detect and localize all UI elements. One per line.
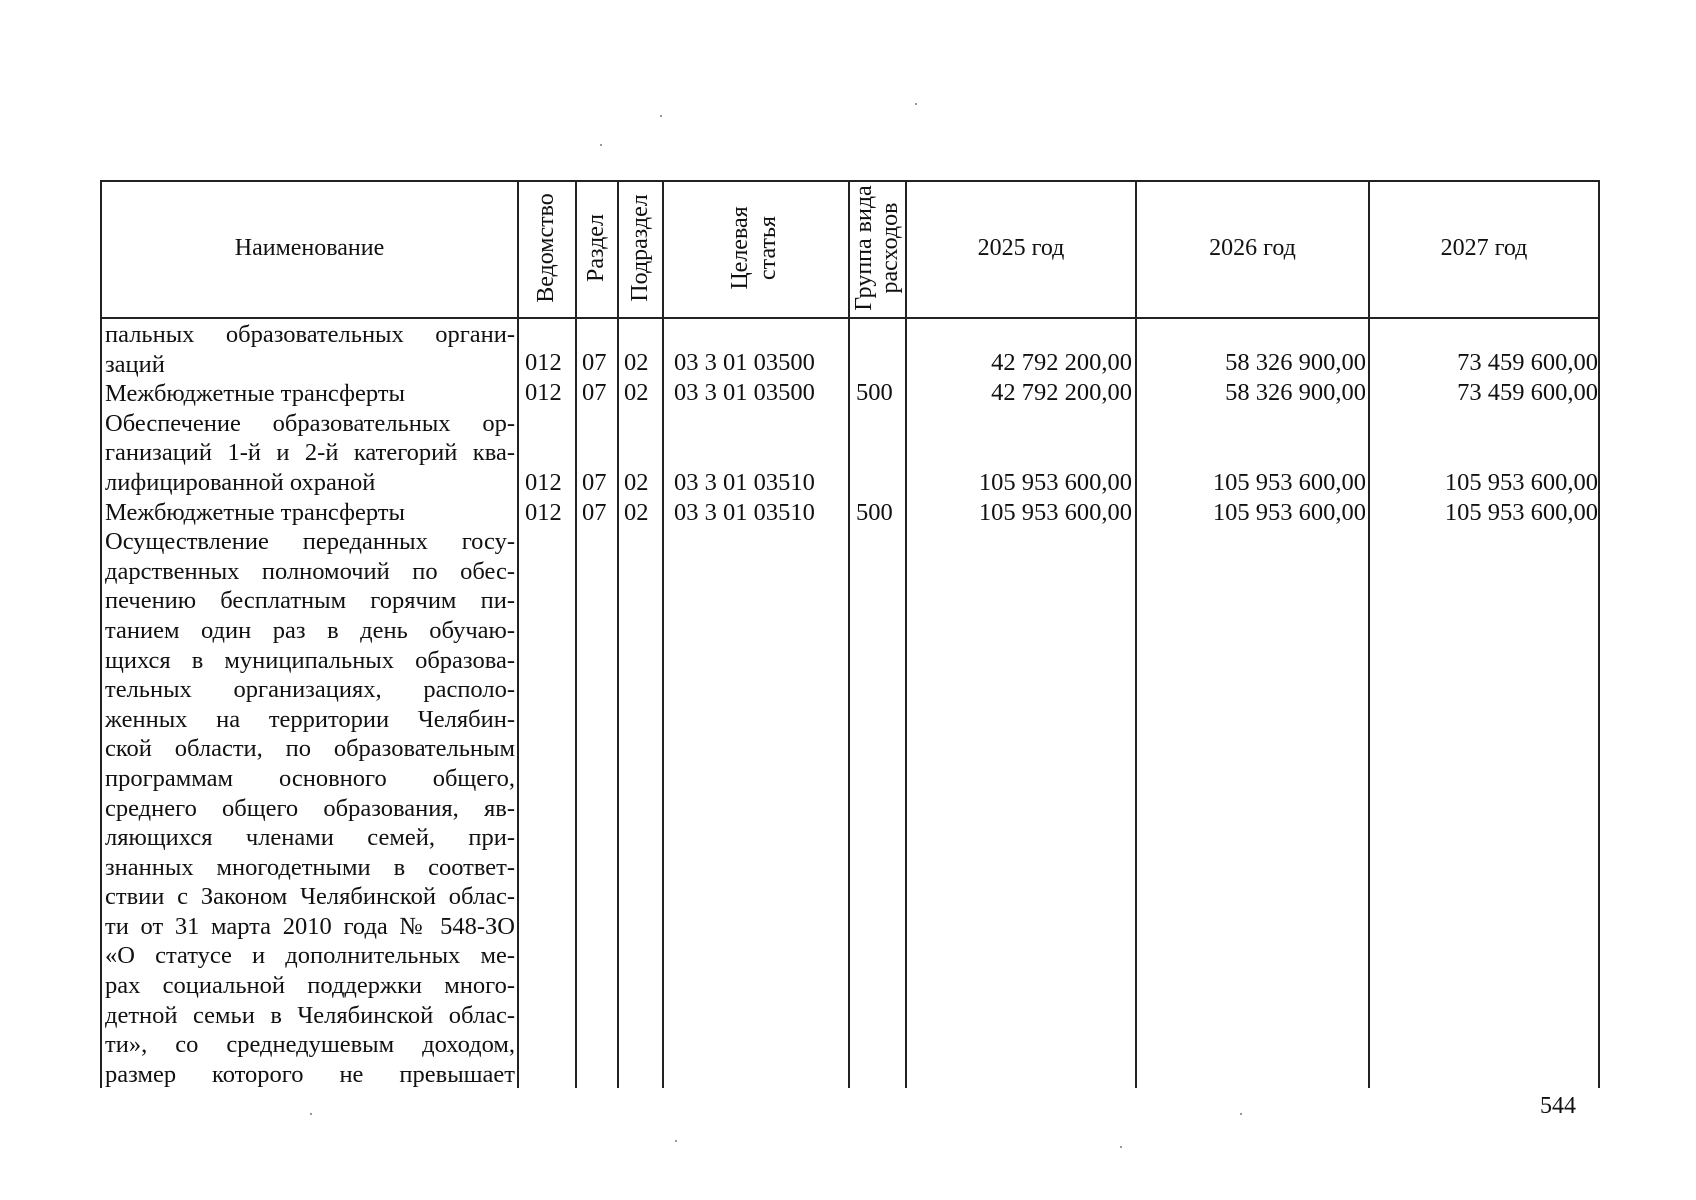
- header-2027: 2027 год: [1440, 235, 1528, 261]
- cell-2026: 58 326 900,00: [1225, 379, 1366, 406]
- name-line: лифицированной охраной: [105, 468, 376, 496]
- name-line: ствии с Законом Челябинской облас-: [105, 883, 515, 911]
- header-tselevaya-line1: Целевая: [727, 206, 753, 290]
- name-line: заций: [105, 350, 165, 378]
- scan-speck: [660, 115, 662, 117]
- name-line: ганизаций 1-й и 2-й категорий ква-: [105, 439, 515, 467]
- cell-2026: 105 953 600,00: [1212, 499, 1366, 526]
- cell-razdel: 07: [582, 469, 607, 496]
- name-line: ти от 31 марта 2010 года № 548-ЗО: [105, 912, 515, 940]
- header-vedomstvo: Ведомство: [533, 193, 559, 303]
- cell-tselevaya: 03 3 01 03510: [674, 469, 815, 496]
- name-column: [105, 320, 515, 1089]
- name-line: дарственных полномочий по обес-: [105, 557, 515, 585]
- name-line: ти», со среднедушевым доходом,: [105, 1031, 515, 1059]
- cell-podrazdel: 02: [624, 469, 649, 496]
- name-line: Осуществление переданных госу-: [105, 528, 515, 556]
- scan-speck: [675, 1140, 677, 1142]
- name-line: ляющихся членами семей, при-: [105, 824, 515, 852]
- page-number: 544: [1540, 1093, 1576, 1119]
- scan-speck: [600, 144, 602, 146]
- name-line: Межбюджетные трансферты: [105, 498, 405, 526]
- cell-razdel: 07: [582, 499, 607, 526]
- name-line: Обеспечение образовательных ор-: [105, 409, 515, 437]
- header-podrazdel: Подраздел: [627, 194, 653, 302]
- cell-tselevaya: 03 3 01 03500: [674, 379, 815, 406]
- name-line: щихся в муниципальных образова-: [105, 646, 515, 674]
- cell-2025: 105 953 600,00: [978, 469, 1132, 496]
- cell-vedomstvo: 012: [525, 499, 562, 526]
- cell-tselevaya: 03 3 01 03510: [674, 499, 815, 526]
- name-line: печению бесплатным горячим пи-: [105, 587, 515, 615]
- header-2025: 2025 год: [977, 235, 1065, 261]
- header-tselevaya-line2: статья: [755, 216, 781, 280]
- table-row: [100, 378, 1600, 408]
- cell-podrazdel: 02: [624, 349, 649, 376]
- scan-speck: [1240, 1113, 1242, 1115]
- table-row: [100, 468, 1600, 498]
- name-line: тельных организациях, располо-: [105, 676, 515, 704]
- name-line: «О статусе и дополнительных ме-: [105, 942, 515, 970]
- cell-vedomstvo: 012: [525, 379, 562, 406]
- name-line: пальных образовательных органи-: [105, 321, 515, 348]
- scan-speck: [915, 103, 917, 105]
- name-line: женных на территории Челябин-: [105, 705, 515, 733]
- cell-2027: 105 953 600,00: [1444, 499, 1598, 526]
- cell-2026: 58 326 900,00: [1225, 349, 1366, 376]
- cell-2025: 105 953 600,00: [978, 499, 1132, 526]
- cell-podrazdel: 02: [624, 499, 649, 526]
- header-name: Наименование: [234, 235, 385, 261]
- cell-2025: 42 792 200,00: [991, 349, 1132, 376]
- cell-podrazdel: 02: [624, 379, 649, 406]
- scan-speck: [310, 1113, 312, 1115]
- name-line: Межбюджетные трансферты: [105, 380, 405, 408]
- name-line: ской области, по образовательным: [105, 735, 515, 763]
- name-line: детной семьи в Челябинской облас-: [105, 1001, 515, 1029]
- cell-2027: 73 459 600,00: [1457, 379, 1598, 406]
- cell-tselevaya: 03 3 01 03500: [674, 349, 815, 376]
- table-row: [100, 348, 1600, 378]
- header-divider: [100, 317, 1600, 319]
- cell-vedomstvo: 012: [525, 469, 562, 496]
- name-line: среднего общего образования, яв-: [105, 794, 515, 822]
- header-gruppa-line1: Группа вида: [851, 185, 877, 311]
- table-row: [100, 498, 1600, 528]
- cell-razdel: 07: [582, 349, 607, 376]
- cell-vedomstvo: 012: [525, 349, 562, 376]
- name-line: размер которого не превышает: [105, 1060, 515, 1088]
- cell-gruppa: 500: [856, 499, 893, 526]
- name-line: программам основного общего,: [105, 764, 515, 792]
- header-2026: 2026 год: [1209, 235, 1296, 261]
- cell-2027: 105 953 600,00: [1444, 469, 1598, 496]
- name-line: знанных многодетными в соответ-: [105, 853, 515, 881]
- cell-2025: 42 792 200,00: [991, 379, 1132, 406]
- header-razdel: Раздел: [583, 214, 609, 282]
- cell-gruppa: 500: [856, 379, 893, 406]
- cell-2026: 105 953 600,00: [1212, 469, 1366, 496]
- name-line: танием один раз в день обучаю-: [105, 616, 515, 644]
- budget-table: [100, 180, 1600, 1088]
- cell-razdel: 07: [582, 379, 607, 406]
- name-line: рах социальной поддержки много-: [105, 972, 515, 1000]
- header-gruppa-line2: расходов: [877, 202, 903, 294]
- cell-2027: 73 459 600,00: [1457, 349, 1598, 376]
- scan-speck: [1120, 1146, 1122, 1148]
